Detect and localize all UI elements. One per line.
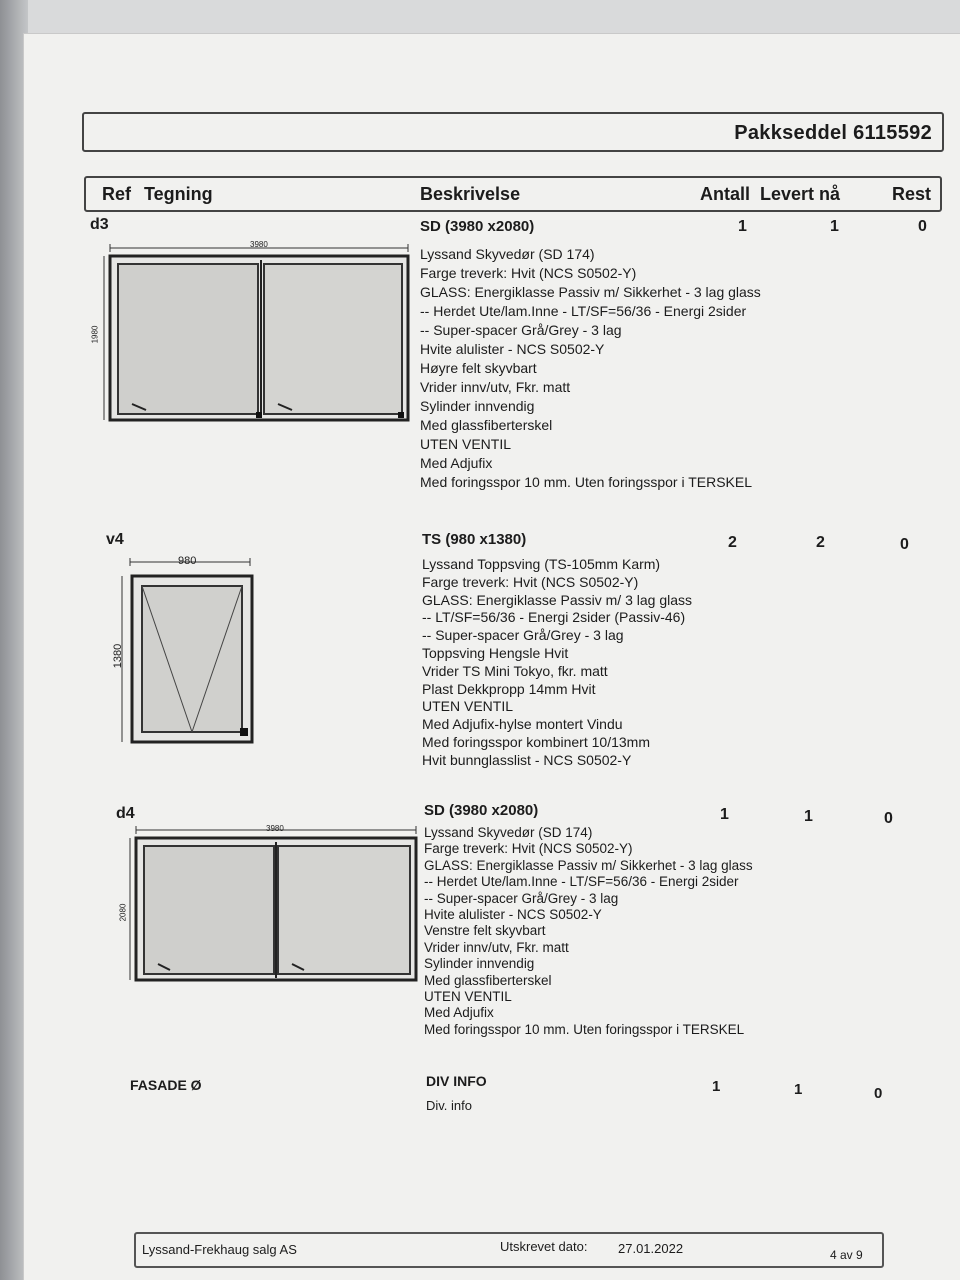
- description-line: -- Super-spacer Grå/Grey - 3 lag: [420, 322, 622, 338]
- description-line: Lyssand Skyvedør (SD 174): [424, 825, 593, 840]
- description-line: -- Herdet Ute/lam.Inne - LT/SF=56/36 - Energi 2sider: [420, 303, 747, 319]
- description-line: Med foringsspor 10 mm. Uten foringsspor i TERSKEL: [424, 1021, 745, 1037]
- header-ref: Ref: [102, 184, 132, 204]
- sliding-door-drawing: [96, 238, 416, 428]
- description-line: Med Adjufix: [420, 455, 493, 471]
- description-line: Sylinder innvendig: [424, 956, 535, 972]
- rest-value: 0: [874, 1085, 883, 1102]
- description-line: Div. info: [426, 1098, 472, 1113]
- top-hung-window-drawing: [110, 556, 260, 748]
- description-line: GLASS: Energiklasse Passiv m/ Sikkerhet - 3 lag glass: [424, 857, 753, 873]
- item-description: [424, 825, 753, 1038]
- document-title: Pakkseddel 6115592: [734, 122, 932, 144]
- description-line: -- Super-spacer Grå/Grey - 3 lag: [422, 627, 624, 644]
- company-name: Lyssand-Frekhaug salg AS: [142, 1242, 297, 1257]
- description-line: Vrider innv/utv, Fkr. matt: [424, 939, 569, 955]
- antall-value: 1: [712, 1078, 721, 1095]
- dimension-height: 2080: [118, 903, 128, 922]
- dimension-width: 3980: [250, 240, 268, 249]
- rest-value: 0: [900, 536, 909, 553]
- rest-value: 0: [918, 218, 927, 235]
- description-line: UTEN VENTIL: [422, 698, 514, 715]
- title-box: [82, 112, 944, 152]
- levert-value: 2: [816, 534, 825, 551]
- header-rest: Rest: [892, 184, 932, 204]
- description-line: Med foringsspor 10 mm. Uten foringsspor i TERSKEL: [420, 474, 752, 490]
- item-title: DIV INFO: [426, 1073, 487, 1089]
- description-line: Sylinder innvendig: [420, 398, 535, 414]
- description-line: UTEN VENTIL: [424, 989, 512, 1005]
- description-line: Venstre felt skyvbart: [424, 923, 546, 939]
- header-antall: Antall: [700, 184, 751, 204]
- item-ref: d4: [116, 805, 135, 822]
- description-line: Toppsving Hengsle Hvit: [422, 644, 569, 661]
- item-description: [422, 556, 692, 770]
- description-line: Farge treverk: Hvit (NCS S0502-Y): [420, 265, 637, 281]
- levert-value: 1: [804, 808, 813, 825]
- item-ref: d3: [90, 216, 109, 233]
- antall-value: 1: [738, 218, 747, 235]
- description-line: Med glassfiberterskel: [420, 417, 553, 433]
- description-line: Lyssand Toppsving (TS-105mm Karm): [422, 556, 661, 572]
- description-line: Farge treverk: Hvit (NCS S0502-Y): [424, 841, 633, 857]
- levert-value: 1: [830, 218, 839, 235]
- header-levert: Levert nå: [760, 184, 841, 204]
- description-line: -- Herdet Ute/lam.Inne - LT/SF=56/36 - Energi 2sider: [424, 874, 739, 890]
- description-line: Hvite alulister - NCS S0502-Y: [424, 907, 602, 923]
- dimension-width: 3980: [266, 824, 284, 833]
- table-header: [84, 176, 942, 212]
- description-line: UTEN VENTIL: [420, 436, 512, 452]
- description-line: Farge treverk: Hvit (NCS S0502-Y): [422, 573, 639, 590]
- description-line: Med Adjufix: [424, 1005, 494, 1021]
- printed-date: 27.01.2022: [618, 1241, 684, 1256]
- item-description: [420, 245, 761, 492]
- sliding-door-drawing: [124, 824, 420, 986]
- description-line: -- LT/SF=56/36 - Energi 2sider (Passiv-46): [422, 609, 686, 626]
- description-line: GLASS: Energiklasse Passiv m/ Sikkerhet - 3 lag glass: [420, 284, 761, 300]
- antall-value: 1: [720, 806, 729, 823]
- item-title: SD (3980 x2080): [424, 802, 539, 819]
- description-line: Hvit bunnglasslist - NCS S0502-Y: [422, 751, 632, 768]
- item-title: TS (980 x1380): [422, 531, 527, 548]
- description-line: Med Adjufix-hylse montert Vindu: [422, 716, 623, 733]
- levert-value: 1: [794, 1081, 803, 1098]
- description-line: Vrider TS Mini Tokyo, fkr. matt: [422, 662, 608, 679]
- header-beskrivelse: Beskrivelse: [420, 184, 521, 204]
- item-ref: v4: [106, 531, 124, 548]
- dimension-width: 980: [178, 555, 197, 567]
- antall-value: 2: [728, 534, 737, 551]
- dimension-height: 1980: [90, 325, 100, 344]
- description-line: GLASS: Energiklasse Passiv m/ 3 lag glass: [422, 591, 693, 608]
- description-line: -- Super-spacer Grå/Grey - 3 lag: [424, 890, 619, 906]
- description-line: Vrider innv/utv, Fkr. matt: [420, 379, 571, 395]
- header-tegning: Tegning: [144, 184, 213, 204]
- description-line: Med foringsspor kombinert 10/13mm: [422, 733, 650, 750]
- item-description: [426, 1096, 472, 1115]
- description-line: Plast Dekkpropp 14mm Hvit: [422, 680, 596, 697]
- description-line: Høyre felt skyvbart: [420, 360, 537, 376]
- description-line: Lyssand Skyvedør (SD 174): [420, 246, 595, 262]
- page-number: 4 av 9: [830, 1248, 863, 1262]
- page-footer: [134, 1232, 884, 1268]
- rest-value: 0: [884, 810, 893, 827]
- item-title: SD (3980 x2080): [420, 218, 535, 235]
- description-line: Hvite alulister - NCS S0502-Y: [420, 341, 605, 357]
- description-line: Med glassfiberterskel: [424, 972, 552, 988]
- printed-label: Utskrevet dato:: [500, 1239, 588, 1254]
- item-ref: FASADE Ø: [130, 1077, 202, 1093]
- dimension-height: 1380: [112, 643, 125, 669]
